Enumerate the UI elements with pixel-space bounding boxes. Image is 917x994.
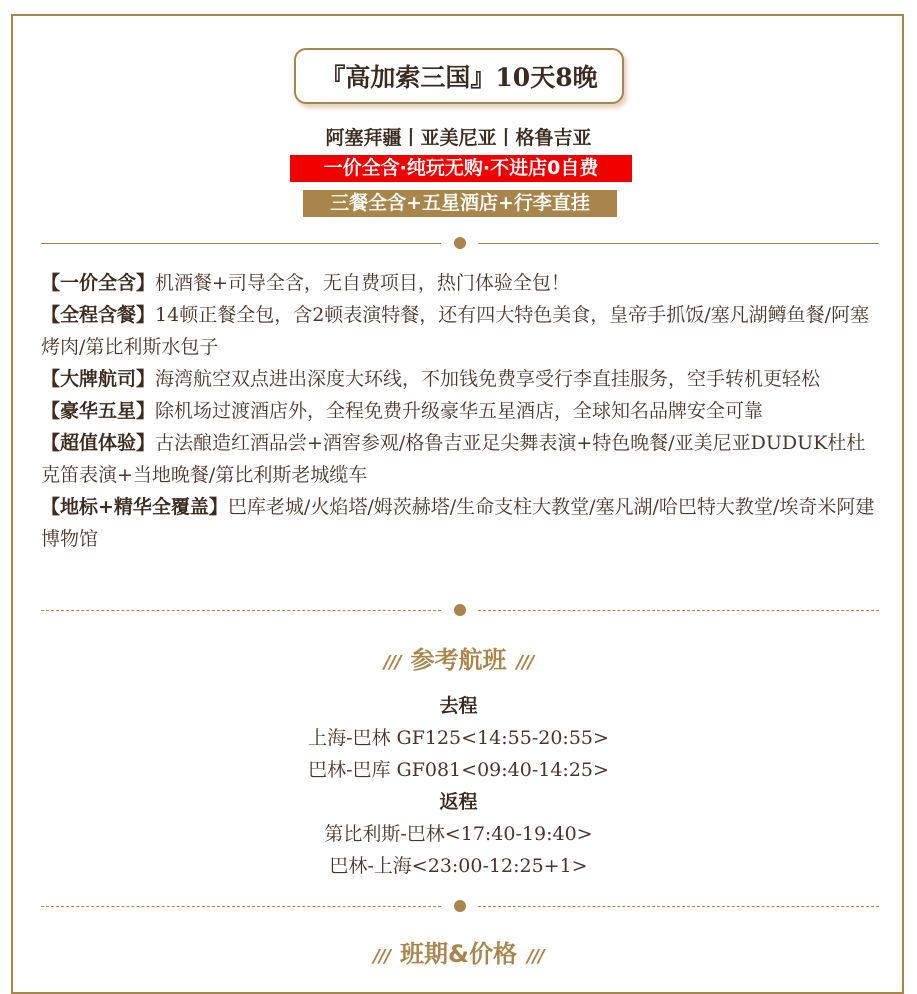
feature-item [41, 267, 881, 299]
countries-line: 阿塞拜疆丨亚美尼亚丨格鲁吉亚 [325, 127, 592, 149]
feature-key: 【超值体验】 [41, 432, 156, 454]
feature-item [41, 491, 881, 555]
feature-item [41, 427, 881, 491]
slash-decoration-icon: /// [516, 652, 534, 673]
divider-dot-icon [454, 604, 466, 616]
flight-row: 上海-巴林 GF125<14:55-20:55> [308, 727, 609, 749]
divider-dotted [41, 604, 879, 618]
flight-row: 巴林-巴库 GF081<09:40-14:25> [308, 759, 609, 781]
flights-title-text: 参考航班 [410, 646, 507, 674]
feature-text: 机酒餐+司导全含，无自费项目，热门体验全包！ [155, 272, 570, 294]
feature-key: 【全程含餐】 [41, 304, 156, 326]
feature-key: 【豪华五星】 [41, 400, 156, 422]
slash-decoration-icon: /// [373, 946, 391, 967]
price-section-title [0, 934, 917, 969]
feature-text: 除机场过渡酒店外，全程免费升级豪华五星酒店，全球知名品牌安全可靠 [155, 400, 764, 422]
outbound-label: 去程 [439, 695, 478, 717]
feature-item [41, 299, 881, 363]
gold-highlight-tag: 三餐全含+五星酒店+行李直挂 [303, 190, 617, 217]
feature-text: 海湾航空双点进出深度大环线，不加钱免费享受行李直挂服务，空手转机更轻松 [155, 368, 821, 390]
flight-row: 第比利斯-巴林<17:40-19:40> [324, 823, 593, 845]
page-title: 『高加索三国』10天8晚 [294, 48, 624, 104]
slash-decoration-icon: /// [383, 652, 401, 673]
price-title-text: 班期&价格 [400, 940, 517, 968]
flight-row: 巴林-上海<23:00-12:25+1> [329, 855, 588, 877]
feature-item [41, 395, 881, 427]
flights-list [0, 690, 917, 882]
feature-key: 【大牌航司】 [41, 368, 156, 390]
return-label: 返程 [439, 791, 478, 813]
feature-text: 古法酿造红酒品尝+酒窖参观/格鲁吉亚足尖舞表演+特色晚餐/亚美尼亚DUDUK杜杜克笛表演+当地晚餐/第比利斯老城缆车 [41, 432, 866, 486]
divider-dot-icon [454, 237, 466, 249]
feature-text: 14顿正餐全包，含2顿表演特餐，还有四大特色美食，皇帝手抓饭/塞凡湖鳟鱼餐/阿塞烤肉/第比利斯水包子 [41, 304, 870, 358]
divider-dotted [41, 900, 879, 914]
feature-key: 【一价全含】 [41, 272, 156, 294]
slash-decoration-icon: /// [526, 946, 544, 967]
feature-list [41, 267, 881, 555]
divider-solid [41, 237, 879, 251]
flights-section-title [0, 640, 917, 675]
feature-key: 【地标+精华全覆盖】 [41, 496, 228, 518]
feature-text: 巴库老城/火焰塔/姆茨赫塔/生命支柱大教堂/塞凡湖/哈巴特大教堂/埃奇米阿建博物馆 [41, 496, 875, 550]
red-highlight-tag: 一价全含·纯玩无购·不进店0自费 [290, 155, 632, 182]
divider-dot-icon [454, 900, 466, 912]
feature-item [41, 363, 881, 395]
